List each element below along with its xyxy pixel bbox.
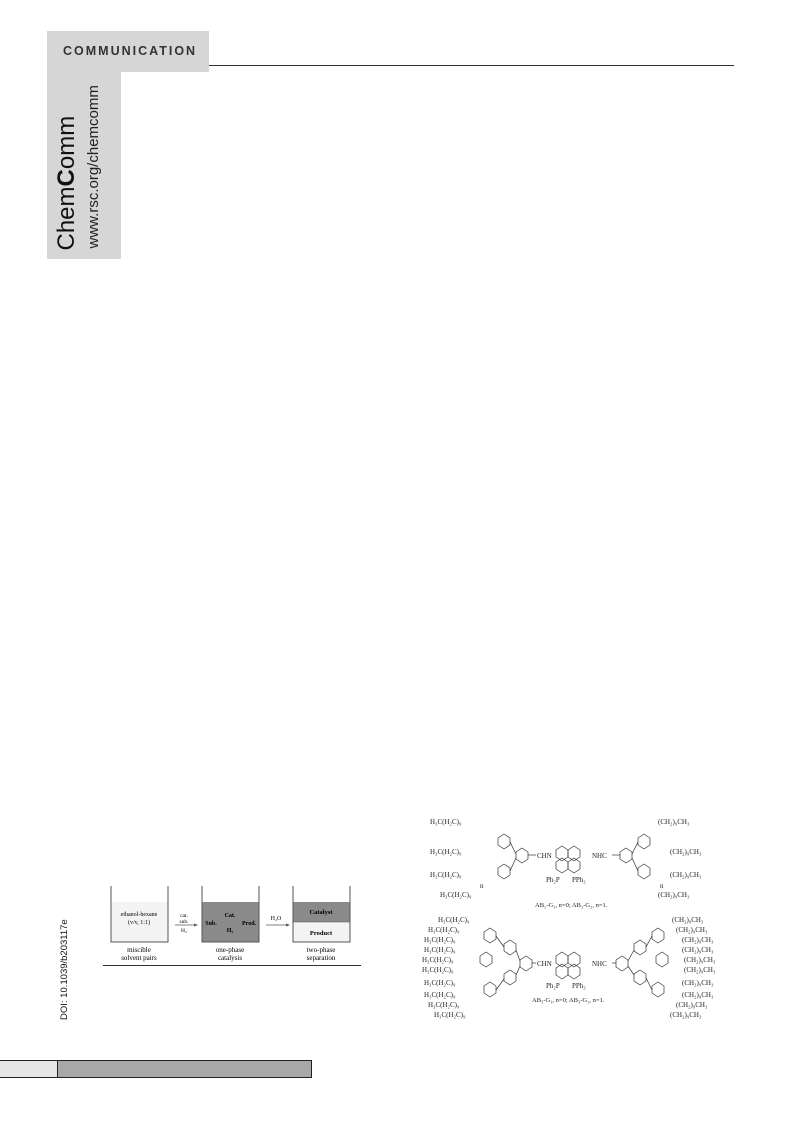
svg-text:H₃C(H₂C)₉: H₃C(H₂C)₉ (440, 891, 472, 899)
svg-text:Prod.: Prod. (241, 921, 257, 927)
svg-text:Catalyst: Catalyst (309, 909, 333, 916)
svg-text:H₃C(H₂C)₉: H₃C(H₂C)₉ (424, 979, 456, 987)
svg-text:NHC: NHC (592, 852, 607, 860)
svg-text:(CH₂)₉CH₃: (CH₂)₉CH₃ (676, 1001, 708, 1009)
svg-text:solvent pairs: solvent pairs (121, 954, 157, 962)
dendrimer-structures (420, 810, 740, 1030)
svg-text:(CH₂)₉CH₃: (CH₂)₉CH₃ (682, 979, 714, 987)
svg-text:H₂O: H₂O (270, 916, 282, 922)
svg-text:sub.: sub. (179, 919, 189, 925)
svg-text:(CH₂)₉CH₃: (CH₂)₉CH₃ (670, 848, 702, 856)
doi-label: DOI: 10.1039/b203117e (59, 919, 70, 1020)
journal-name: ChemComm (53, 115, 80, 251)
svg-text:CHN: CHN (537, 960, 552, 968)
svg-text:(CH₂)₉CH₃: (CH₂)₉CH₃ (658, 818, 690, 826)
svg-text:H₂: H₂ (226, 928, 234, 934)
figure-rule (103, 965, 361, 966)
footer-bar (0, 1060, 312, 1078)
svg-text:H₃C(H₂C)₉: H₃C(H₂C)₉ (424, 946, 456, 954)
svg-text:(CH₂)₉CH₃: (CH₂)₉CH₃ (658, 891, 690, 899)
svg-text:miscible: miscible (127, 946, 151, 954)
svg-text:H₃C(H₂C)₉: H₃C(H₂C)₉ (422, 966, 454, 974)
svg-text:(CH₂)₉CH₃: (CH₂)₉CH₃ (670, 871, 702, 879)
svg-text:Sub.: Sub. (205, 921, 217, 927)
svg-text:PPh₂: PPh₂ (572, 982, 586, 990)
svg-text:Cat.: Cat. (224, 913, 236, 919)
svg-text:H₃C(H₂C)₉: H₃C(H₂C)₉ (430, 818, 462, 826)
svg-text:(CH₂)₉CH₃: (CH₂)₉CH₃ (684, 956, 716, 964)
svg-text:(v/v, 1:1): (v/v, 1:1) (128, 920, 150, 926)
svg-text:(CH₂)₉CH₃: (CH₂)₉CH₃ (682, 946, 714, 954)
beaker-miscible (111, 886, 168, 942)
beaker-one-phase (202, 886, 259, 942)
svg-text:(CH₂)₉CH₃: (CH₂)₉CH₃ (676, 926, 708, 934)
svg-text:H₃C(H₂C)₉: H₃C(H₂C)₉ (422, 956, 454, 964)
svg-text:PPh₂: PPh₂ (572, 876, 586, 884)
svg-text:H₃C(H₂C)₉: H₃C(H₂C)₉ (428, 1001, 460, 1009)
section-label: COMMUNICATION (63, 44, 198, 58)
svg-text:cat.: cat. (180, 913, 188, 919)
svg-text:Ph₂P: Ph₂P (546, 982, 560, 990)
biphasic-scheme (108, 880, 358, 965)
svg-text:n: n (480, 882, 484, 890)
svg-text:H₂: H₂ (181, 928, 187, 934)
svg-text:H₃C(H₂C)₉: H₃C(H₂C)₉ (430, 871, 462, 879)
svg-text:Product: Product (309, 930, 333, 937)
svg-text:H₃C(H₂C)₉: H₃C(H₂C)₉ (428, 926, 460, 934)
svg-text:AB₂-G₁, n=0; AB₂-G₂, n=1.: AB₂-G₁, n=0; AB₂-G₂, n=1. (535, 902, 608, 909)
svg-text:one-phase: one-phase (215, 946, 245, 954)
svg-text:H₃C(H₂C)₉: H₃C(H₂C)₉ (430, 848, 462, 856)
svg-text:H₃C(H₂C)₉: H₃C(H₂C)₉ (424, 936, 456, 944)
svg-text:(CH₂)₉CH₃: (CH₂)₉CH₃ (670, 1011, 702, 1019)
svg-text:catalysis: catalysis (217, 954, 243, 962)
beaker-two-phase (293, 886, 350, 942)
svg-text:ethanol-hexane: ethanol-hexane (120, 912, 158, 918)
svg-text:H₃C(H₂C)₉: H₃C(H₂C)₉ (438, 916, 470, 924)
journal-url[interactable]: www.rsc.org/chemcomm (85, 85, 102, 249)
svg-text:two-phase: two-phase (306, 946, 336, 954)
svg-text:CHN: CHN (537, 852, 552, 860)
svg-text:H₃C(H₂C)₉: H₃C(H₂C)₉ (424, 991, 456, 999)
svg-text:(CH₂)₉CH₃: (CH₂)₉CH₃ (684, 966, 716, 974)
svg-text:(CH₂)₉CH₃: (CH₂)₉CH₃ (682, 936, 714, 944)
svg-text:(CH₂)₉CH₃: (CH₂)₉CH₃ (682, 991, 714, 999)
svg-text:H₃C(H₂C)₉: H₃C(H₂C)₉ (434, 1011, 466, 1019)
header-rule (209, 65, 734, 66)
svg-text:n: n (660, 882, 664, 890)
svg-text:AB₃-G₁, n=0; AB₃-G₂, n=1.: AB₃-G₁, n=0; AB₃-G₂, n=1. (532, 997, 605, 1004)
svg-text:separation: separation (306, 954, 336, 962)
brand-logo (47, 72, 121, 259)
svg-text:NHC: NHC (592, 960, 607, 968)
svg-text:(CH₂)₉CH₃: (CH₂)₉CH₃ (672, 916, 704, 924)
svg-text:Ph₂P: Ph₂P (546, 876, 560, 884)
